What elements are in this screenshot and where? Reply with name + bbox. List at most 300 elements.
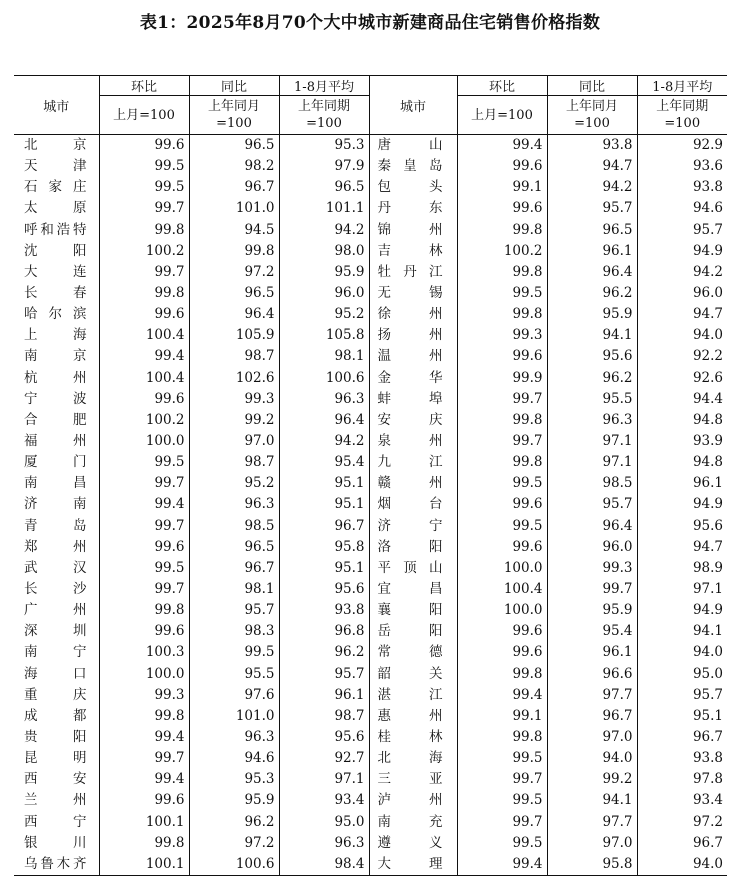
table-row	[14, 769, 727, 790]
cell-yoy-left: 98.7	[189, 452, 279, 473]
header-yoy-base-line2: =100	[574, 116, 610, 131]
table-row	[14, 664, 727, 685]
cell-mom-right: 99.8	[457, 452, 547, 473]
table-row	[14, 452, 727, 473]
cell-city-right: 烟台	[369, 494, 457, 515]
cell-avg-right: 93.9	[637, 431, 727, 452]
table-row	[14, 262, 727, 283]
table-row	[14, 600, 727, 621]
cell-yoy-left: 99.8	[189, 241, 279, 262]
cell-city-left: 上海	[24, 327, 87, 344]
cell-yoy-left: 95.7	[189, 600, 279, 621]
header-avg-base-line2: =100	[664, 116, 701, 131]
cell-city-right: 韶关	[369, 664, 457, 685]
cell-mom-right: 99.8	[457, 727, 547, 748]
cell-avg-left: 95.1	[279, 558, 369, 579]
header-mom-base-right: 上月=100	[457, 96, 547, 135]
cell-avg-right: 94.8	[637, 410, 727, 431]
cell-avg-right: 94.0	[637, 325, 727, 346]
cell-mom-right: 99.7	[457, 769, 547, 790]
cell-city-left: 成都	[24, 707, 87, 724]
cell-mom-left: 99.4	[99, 346, 189, 367]
cell-mom-left: 99.6	[99, 621, 189, 642]
table-row	[14, 473, 727, 494]
cell-yoy-left: 96.7	[189, 177, 279, 198]
cell-avg-right: 94.7	[637, 537, 727, 558]
cell-yoy-left: 95.9	[189, 790, 279, 811]
cell-yoy-left: 100.6	[189, 854, 279, 876]
cell-city-left: 大连	[24, 263, 87, 280]
cell-mom-right: 99.5	[457, 748, 547, 769]
cell-city-left: 南昌	[24, 475, 87, 492]
cell-city-left: 石家庄	[24, 179, 87, 196]
cell-yoy-left: 97.2	[189, 262, 279, 283]
table-row	[14, 135, 727, 157]
cell-avg-right: 94.9	[637, 600, 727, 621]
cell-avg-right: 94.7	[637, 304, 727, 325]
cell-avg-left: 96.2	[279, 642, 369, 663]
cell-yoy-right: 97.1	[547, 452, 637, 473]
table-row	[14, 579, 727, 600]
cell-mom-left: 100.3	[99, 642, 189, 663]
cell-avg-left: 101.1	[279, 198, 369, 219]
cell-yoy-left: 95.5	[189, 664, 279, 685]
cell-city-right: 牡丹江	[369, 262, 457, 283]
header-mom-left: 环比	[99, 76, 189, 96]
cell-avg-left: 95.3	[279, 135, 369, 157]
cell-avg-right: 97.1	[637, 579, 727, 600]
cell-mom-right: 99.7	[457, 389, 547, 410]
cell-city-left: 长春	[24, 285, 87, 302]
cell-mom-left: 99.6	[99, 389, 189, 410]
cell-city-right: 襄阳	[369, 600, 457, 621]
cell-yoy-right: 95.9	[547, 600, 637, 621]
cell-city-left: 呼和浩特	[24, 221, 87, 238]
cell-mom-left: 100.0	[99, 431, 189, 452]
cell-mom-right: 99.1	[457, 706, 547, 727]
cell-city-right: 宜昌	[369, 579, 457, 600]
cell-city-left: 南京	[24, 348, 87, 365]
cell-avg-right: 98.9	[637, 558, 727, 579]
cell-avg-left: 96.3	[279, 833, 369, 854]
cell-avg-right: 93.6	[637, 156, 727, 177]
cell-city-left: 天津	[24, 158, 87, 175]
cell-mom-right: 100.4	[457, 579, 547, 600]
cell-yoy-right: 95.9	[547, 304, 637, 325]
header-avg-base-right	[637, 96, 727, 135]
cell-avg-right: 95.0	[637, 664, 727, 685]
cell-city-right: 赣州	[369, 473, 457, 494]
cell-avg-left: 93.4	[279, 790, 369, 811]
cell-city-left: 长沙	[24, 581, 87, 598]
cell-mom-left: 99.6	[99, 304, 189, 325]
cell-mom-right: 99.9	[457, 368, 547, 389]
cell-city-right: 锦州	[369, 220, 457, 241]
cell-mom-right: 99.6	[457, 156, 547, 177]
cell-mom-right: 99.5	[457, 283, 547, 304]
cell-mom-left: 99.3	[99, 685, 189, 706]
cell-avg-left: 100.6	[279, 368, 369, 389]
table-row	[14, 727, 727, 748]
header-avg-right: 1-8月平均	[637, 76, 727, 96]
cell-yoy-left: 96.3	[189, 494, 279, 515]
cell-mom-left: 99.5	[99, 156, 189, 177]
cell-avg-right: 94.4	[637, 389, 727, 410]
cell-mom-left: 99.5	[99, 452, 189, 473]
cell-mom-left: 99.8	[99, 283, 189, 304]
cell-mom-left: 99.7	[99, 516, 189, 537]
header-yoy-base-line1: 上年同月	[207, 99, 260, 114]
cell-yoy-right: 99.3	[547, 558, 637, 579]
header-mom-right: 环比	[457, 76, 547, 96]
cell-mom-left: 99.5	[99, 177, 189, 198]
cell-mom-right: 99.8	[457, 220, 547, 241]
header-yoy-base-line1: 上年同月	[565, 99, 618, 114]
cell-avg-right: 94.8	[637, 452, 727, 473]
cell-mom-left: 99.4	[99, 494, 189, 515]
cell-yoy-right: 93.8	[547, 135, 637, 157]
cell-avg-left: 93.8	[279, 600, 369, 621]
cell-yoy-left: 97.2	[189, 833, 279, 854]
cell-city-left: 青岛	[24, 517, 87, 534]
cell-yoy-left: 98.5	[189, 516, 279, 537]
cell-mom-left: 100.2	[99, 410, 189, 431]
cell-mom-right: 99.6	[457, 494, 547, 515]
table-row	[14, 685, 727, 706]
table-row	[14, 220, 727, 241]
cell-avg-left: 96.5	[279, 177, 369, 198]
cell-yoy-right: 95.6	[547, 346, 637, 367]
cell-yoy-right: 96.4	[547, 262, 637, 283]
header-city-left: 城市	[14, 76, 99, 135]
cell-city-right: 徐州	[369, 304, 457, 325]
cell-mom-left: 99.7	[99, 748, 189, 769]
header-yoy-left: 同比	[189, 76, 279, 96]
cell-city-right: 桂林	[369, 727, 457, 748]
cell-city-left: 合肥	[24, 411, 87, 428]
cell-yoy-left: 95.3	[189, 769, 279, 790]
cell-city-left: 太原	[24, 200, 87, 217]
cell-yoy-right: 95.7	[547, 494, 637, 515]
cell-mom-right: 99.8	[457, 664, 547, 685]
cell-avg-left: 98.0	[279, 241, 369, 262]
table-row	[14, 621, 727, 642]
cell-avg-left: 97.1	[279, 769, 369, 790]
cell-yoy-left: 98.2	[189, 156, 279, 177]
cell-city-left: 西宁	[24, 813, 87, 830]
cell-yoy-right: 98.5	[547, 473, 637, 494]
cell-yoy-right: 94.0	[547, 748, 637, 769]
cell-avg-right: 97.8	[637, 769, 727, 790]
table-row	[14, 833, 727, 854]
table-title: 表1：2025年8月70个大中城市新建商品住宅销售价格指数	[139, 13, 601, 33]
cell-mom-left: 99.8	[99, 600, 189, 621]
cell-mom-right: 99.1	[457, 177, 547, 198]
table-row	[14, 494, 727, 515]
cell-avg-right: 96.7	[637, 833, 727, 854]
cell-yoy-right: 99.7	[547, 579, 637, 600]
cell-avg-left: 105.8	[279, 325, 369, 346]
cell-yoy-right: 96.2	[547, 368, 637, 389]
cell-city-right: 扬州	[369, 325, 457, 346]
cell-yoy-right: 96.6	[547, 664, 637, 685]
cell-mom-left: 99.4	[99, 769, 189, 790]
table-row	[14, 198, 727, 219]
header-avg-base-line2: =100	[306, 116, 342, 131]
cell-avg-left: 95.8	[279, 537, 369, 558]
cell-mom-right: 99.4	[457, 685, 547, 706]
cell-yoy-left: 105.9	[189, 325, 279, 346]
table-row	[14, 177, 727, 198]
cell-avg-left: 95.4	[279, 452, 369, 473]
table-row	[14, 748, 727, 769]
cell-mom-left: 99.7	[99, 579, 189, 600]
cell-avg-right: 92.6	[637, 368, 727, 389]
cell-city-right: 北海	[369, 748, 457, 769]
cell-city-right: 安庆	[369, 410, 457, 431]
cell-avg-right: 96.1	[637, 473, 727, 494]
cell-yoy-right: 96.4	[547, 516, 637, 537]
cell-city-right: 惠州	[369, 706, 457, 727]
cell-city-right: 大理	[369, 854, 457, 876]
cell-mom-left: 99.8	[99, 833, 189, 854]
cell-mom-right: 99.8	[457, 304, 547, 325]
table-row	[14, 558, 727, 579]
table-row	[14, 790, 727, 811]
cell-yoy-left: 97.6	[189, 685, 279, 706]
cell-city-right: 泸州	[369, 790, 457, 811]
cell-avg-right: 95.1	[637, 706, 727, 727]
cell-mom-right: 99.5	[457, 516, 547, 537]
cell-mom-left: 99.7	[99, 198, 189, 219]
cell-avg-left: 94.2	[279, 431, 369, 452]
cell-city-right: 济宁	[369, 516, 457, 537]
cell-avg-left: 98.1	[279, 346, 369, 367]
table-row	[14, 325, 727, 346]
cell-city-left: 福州	[24, 433, 87, 450]
cell-mom-right: 99.5	[457, 790, 547, 811]
cell-yoy-left: 96.7	[189, 558, 279, 579]
cell-mom-left: 99.6	[99, 537, 189, 558]
cell-avg-left: 96.4	[279, 410, 369, 431]
cell-mom-right: 99.6	[457, 642, 547, 663]
cell-mom-right: 99.3	[457, 325, 547, 346]
cell-avg-left: 94.2	[279, 220, 369, 241]
cell-mom-right: 99.6	[457, 198, 547, 219]
header-yoy-right: 同比	[547, 76, 637, 96]
cell-avg-right: 96.0	[637, 283, 727, 304]
cell-city-right: 南充	[369, 812, 457, 833]
cell-city-right: 湛江	[369, 685, 457, 706]
cell-city-left: 深圳	[24, 623, 87, 640]
cell-city-right: 秦皇岛	[369, 156, 457, 177]
cell-mom-left: 99.7	[99, 262, 189, 283]
cell-avg-left: 95.1	[279, 473, 369, 494]
cell-city-left: 武汉	[24, 559, 87, 576]
cell-city-right: 九江	[369, 452, 457, 473]
cell-mom-left: 100.0	[99, 664, 189, 685]
table-body	[14, 135, 727, 876]
cell-mom-left: 99.8	[99, 706, 189, 727]
table-row	[14, 642, 727, 663]
table-row	[14, 368, 727, 389]
cell-mom-right: 99.5	[457, 833, 547, 854]
cell-mom-right: 99.6	[457, 537, 547, 558]
table-row	[14, 706, 727, 727]
cell-mom-right: 100.0	[457, 558, 547, 579]
cell-avg-right: 94.9	[637, 241, 727, 262]
cell-mom-left: 99.7	[99, 473, 189, 494]
cell-city-right: 泉州	[369, 431, 457, 452]
cell-avg-left: 96.7	[279, 516, 369, 537]
cell-mom-left: 99.5	[99, 558, 189, 579]
cell-city-left: 贵阳	[24, 729, 87, 745]
cell-mom-right: 99.4	[457, 135, 547, 157]
cell-city-left: 重庆	[24, 686, 87, 703]
header-yoy-base-left	[189, 96, 279, 135]
cell-city-left: 济南	[24, 496, 87, 513]
cell-yoy-right: 97.7	[547, 812, 637, 833]
cell-yoy-right: 96.3	[547, 410, 637, 431]
cell-city-left: 北京	[24, 137, 87, 154]
cell-yoy-right: 96.5	[547, 220, 637, 241]
cell-mom-left: 99.8	[99, 220, 189, 241]
cell-yoy-right: 95.5	[547, 389, 637, 410]
cell-yoy-left: 96.5	[189, 135, 279, 157]
header-yoy-base-right	[547, 96, 637, 135]
cell-yoy-right: 95.8	[547, 854, 637, 876]
cell-yoy-right: 97.1	[547, 431, 637, 452]
cell-avg-right: 97.2	[637, 812, 727, 833]
cell-yoy-left: 98.3	[189, 621, 279, 642]
cell-city-right: 吉林	[369, 241, 457, 262]
table-row	[14, 854, 727, 876]
cell-mom-right: 100.2	[457, 241, 547, 262]
cell-yoy-right: 96.0	[547, 537, 637, 558]
cell-city-right: 包头	[369, 177, 457, 198]
cell-city-right: 金华	[369, 368, 457, 389]
cell-city-left: 西安	[24, 771, 87, 788]
cell-avg-left: 95.9	[279, 262, 369, 283]
cell-avg-left: 95.6	[279, 579, 369, 600]
header-avg-base-line1: 上年同期	[656, 99, 709, 114]
cell-avg-left: 92.7	[279, 748, 369, 769]
cell-yoy-right: 94.1	[547, 790, 637, 811]
table-row	[14, 346, 727, 367]
cell-city-right: 无锡	[369, 283, 457, 304]
cell-avg-right: 93.8	[637, 177, 727, 198]
header-mom-base-left: 上月=100	[99, 96, 189, 135]
cell-avg-right: 94.6	[637, 198, 727, 219]
cell-mom-right: 99.8	[457, 262, 547, 283]
cell-yoy-right: 95.7	[547, 198, 637, 219]
cell-avg-right: 94.9	[637, 494, 727, 515]
cell-city-left: 银川	[24, 834, 87, 851]
cell-city-left: 厦门	[24, 454, 87, 471]
cell-yoy-left: 98.1	[189, 579, 279, 600]
cell-mom-right: 99.6	[457, 346, 547, 367]
cell-city-left: 南宁	[24, 644, 87, 661]
cell-avg-left: 95.6	[279, 727, 369, 748]
cell-city-right: 三亚	[369, 769, 457, 790]
cell-city-right: 岳阳	[369, 621, 457, 642]
cell-city-left: 海口	[24, 665, 87, 682]
cell-mom-left: 100.2	[99, 241, 189, 262]
cell-yoy-left: 102.6	[189, 368, 279, 389]
cell-mom-left: 100.1	[99, 812, 189, 833]
price-index-table	[14, 75, 727, 876]
cell-avg-right: 94.0	[637, 854, 727, 876]
cell-yoy-left: 96.5	[189, 283, 279, 304]
cell-city-left: 乌鲁木齐	[14, 854, 99, 876]
cell-city-left: 沈阳	[24, 242, 87, 259]
cell-mom-left: 100.4	[99, 325, 189, 346]
cell-avg-right: 94.1	[637, 621, 727, 642]
cell-avg-right: 93.8	[637, 748, 727, 769]
cell-avg-left: 96.8	[279, 621, 369, 642]
cell-mom-right: 99.5	[457, 473, 547, 494]
table-row	[14, 389, 727, 410]
cell-yoy-left: 95.2	[189, 473, 279, 494]
cell-yoy-left: 101.0	[189, 198, 279, 219]
cell-city-right: 温州	[369, 346, 457, 367]
cell-city-left: 宁波	[24, 390, 87, 407]
cell-yoy-right: 96.7	[547, 706, 637, 727]
cell-mom-left: 99.6	[99, 790, 189, 811]
cell-yoy-left: 94.5	[189, 220, 279, 241]
cell-mom-left: 99.6	[99, 135, 189, 157]
cell-yoy-left: 96.2	[189, 812, 279, 833]
cell-avg-right: 95.6	[637, 516, 727, 537]
cell-mom-right: 99.7	[457, 812, 547, 833]
header-avg-base-left	[279, 96, 369, 135]
cell-yoy-right: 94.7	[547, 156, 637, 177]
cell-city-left: 杭州	[24, 369, 87, 386]
cell-yoy-left: 97.0	[189, 431, 279, 452]
cell-yoy-right: 97.0	[547, 833, 637, 854]
cell-mom-right: 100.0	[457, 600, 547, 621]
table-row	[14, 812, 727, 833]
table-row	[14, 431, 727, 452]
cell-yoy-left: 99.5	[189, 642, 279, 663]
header-avg-left: 1-8月平均	[279, 76, 369, 96]
table-row	[14, 283, 727, 304]
cell-avg-left: 95.1	[279, 494, 369, 515]
cell-avg-right: 93.4	[637, 790, 727, 811]
cell-city-right: 蚌埠	[369, 389, 457, 410]
cell-mom-right: 99.4	[457, 854, 547, 876]
cell-avg-left: 97.9	[279, 156, 369, 177]
cell-yoy-right: 97.0	[547, 727, 637, 748]
cell-city-left: 郑州	[24, 538, 87, 555]
cell-yoy-right: 94.1	[547, 325, 637, 346]
cell-mom-left: 100.1	[99, 854, 189, 876]
cell-avg-right: 95.7	[637, 220, 727, 241]
table-row	[14, 304, 727, 325]
cell-mom-right: 99.6	[457, 621, 547, 642]
cell-avg-left: 95.0	[279, 812, 369, 833]
cell-yoy-left: 98.7	[189, 346, 279, 367]
table-row	[14, 516, 727, 537]
cell-city-right: 丹东	[369, 198, 457, 219]
cell-yoy-left: 96.4	[189, 304, 279, 325]
header-yoy-base-line2: =100	[216, 116, 252, 131]
cell-city-left: 兰州	[24, 792, 87, 809]
cell-city-right: 洛阳	[369, 537, 457, 558]
table-row	[14, 410, 727, 431]
cell-yoy-left: 94.6	[189, 748, 279, 769]
cell-mom-left: 100.4	[99, 368, 189, 389]
